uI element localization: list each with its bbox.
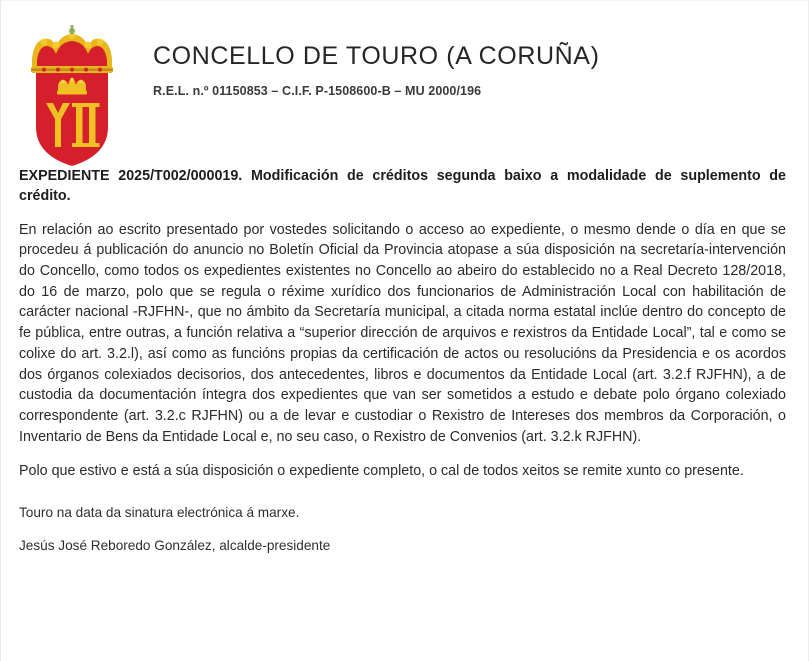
signature-name: Jesús José Reboredo González, alcalde-presidente: [19, 537, 331, 553]
organization-title: CONCELLO DE TOURO (A CORUÑA): [153, 42, 600, 70]
header-text-block: [127, 19, 600, 98]
body-paragraph: En relación ao escrito presentado por vostedes solicitando o acceso ao expediente, o mesmo dende o día en que se procedeu á publicación do anuncio no Boletín Oficial da Provincia atopase a súa disposición na secretaría-intervención do Concello, como todos os expedientes existentes no Concello ao abeiro do establecido no a Real Decreto 128/2018, do 16 de marzo, polo que se regula o réxime xurídico dos funcionarios de Administración Local con habilitación de carácter nacional -RJFHN-, que no ámbito da Secretaría municipal, a citada norma estatal inclúe dentro do concepto de fe pública, entre outras, a función relativa a “superior dirección de arquivos e rexistros da Entidade Local”, tal e como se colixe do art. 3.2.l), así como as funcións propias da certificación de actos ou resolucións da Presidencia e os acordos dos órganos colexiados decisorios, dos antecedentes, libros e documentos da Entidade Local (art. 3.2.f RJFHN), a de custodia da documentación íntegra dos expedientes que van ser sometidos a estudo e debate polo órgano colexiado correspondente (art. 3.2.c RJFHN) ou a de levar e custodiar o Rexistro de Intereses dos membros da Corporación, o Inventario de Bens da Entidade Local e, no seu caso, o Rexistro de Convenios (art. 3.2.k RJFHN).: [19, 221, 786, 445]
emblem-container: [17, 19, 127, 171]
body-paragraph: Polo que estivo e está a súa disposición o expediente completo, o cal de todos xeitos se remite xunto co presente.: [19, 462, 744, 479]
signature-block: [19, 503, 786, 555]
document-header: [1, 1, 808, 166]
document-heading: EXPEDIENTE 2025/T002/000019. Modificación de créditos segunda baixo a modalidade de suplemento de crédito.: [19, 168, 786, 205]
coat-of-arms-icon: [22, 23, 122, 171]
signature-place-date: Touro na data da sinatura electrónica á marxe.: [19, 505, 300, 521]
document-body: [1, 166, 808, 556]
organization-registry-line: R.E.L. n.º 01150853 – C.I.F. P-1508600-B – MU 2000/196: [153, 83, 482, 98]
